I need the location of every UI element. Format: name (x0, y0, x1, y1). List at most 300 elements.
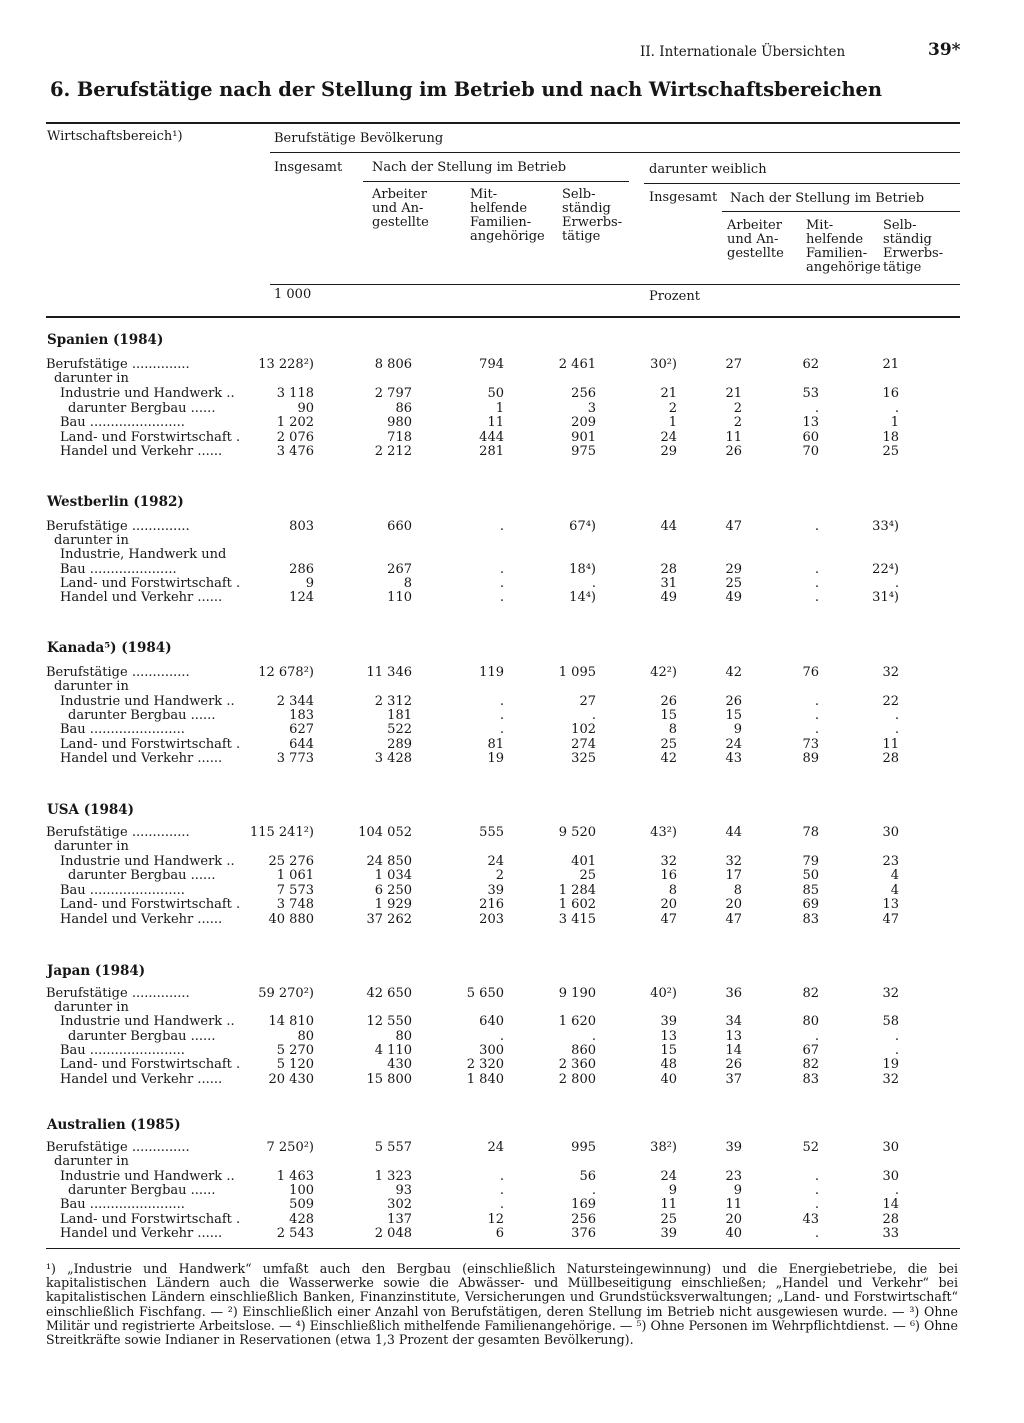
table-cell: 19 (882, 1057, 899, 1072)
table-cell: 33⁴) (872, 519, 899, 534)
table-cell: 43 (725, 751, 742, 766)
table-cell: 2 (733, 415, 742, 430)
table-cell: . (814, 1029, 819, 1044)
running-head: II. Internationale Übersichten (640, 44, 846, 60)
col-selbststaendig: Selb- ständig Erwerbs- tätige (562, 187, 623, 244)
rule-header-bottom (46, 316, 960, 318)
col-selbststaendig-weiblich: Selb- ständig Erwerbs- tätige (883, 218, 944, 275)
table-cell: . (814, 1226, 819, 1241)
table-cell: . (814, 1183, 819, 1198)
table-cell: 32 (882, 986, 899, 1001)
table-cell: 93 (395, 1183, 412, 1198)
table-cell: 1 034 (374, 868, 412, 883)
row-label: Land- und Forstwirtschaft . (60, 1212, 241, 1227)
table-row (0, 840, 1024, 854)
table-cell: 115 241²) (249, 825, 314, 840)
table-cell: 25 (660, 1212, 677, 1227)
row-label: Berufstätige .............. (46, 1140, 190, 1155)
col-insgesamt-weiblich: Insgesamt (649, 190, 718, 205)
table-cell: 376 (571, 1226, 596, 1241)
row-label: Industrie und Handwerk .. (60, 1014, 235, 1029)
table-cell: 102 (571, 722, 596, 737)
col-arbeiter: Arbeiter und An- gestellte (372, 187, 429, 230)
table-cell: 79 (802, 854, 819, 869)
table-cell: . (499, 1197, 504, 1212)
table-cell: 20 (725, 1212, 742, 1227)
table-cell: 995 (571, 1140, 596, 1155)
row-label: darunter in (54, 679, 129, 694)
row-label: Industrie und Handwerk .. (60, 1169, 235, 1184)
table-cell: 22 (882, 694, 899, 709)
table-cell: 13 (882, 897, 899, 912)
row-label: Bau ....................... (60, 415, 185, 430)
table-row (0, 1073, 1024, 1087)
row-label: Berufstätige .............. (46, 665, 190, 680)
table-cell: 15 (725, 708, 742, 723)
table-cell: 2 797 (374, 386, 412, 401)
table-row (0, 577, 1024, 591)
table-cell: 169 (571, 1197, 596, 1212)
table-cell: 3 415 (558, 912, 596, 927)
table-cell: 24 (725, 737, 742, 752)
row-label: Bau ....................... (60, 1043, 185, 1058)
table-cell: 2 (733, 401, 742, 416)
table-cell: 137 (387, 1212, 412, 1227)
table-cell: 6 (495, 1226, 504, 1241)
row-label: darunter Bergbau ...... (68, 708, 216, 723)
table-cell: 2 543 (276, 1226, 314, 1241)
table-cell: 1 463 (276, 1169, 314, 1184)
table-cell: . (894, 708, 899, 723)
table-cell: 15 800 (366, 1072, 412, 1087)
table-cell: 24 (660, 1169, 677, 1184)
table-cell: 794 (479, 357, 504, 372)
table-cell: 50 (802, 868, 819, 883)
table-cell: 209 (571, 415, 596, 430)
rule-under-bev (270, 152, 960, 153)
table-cell: . (499, 562, 504, 577)
table-cell: 37 (725, 1072, 742, 1087)
col-insgesamt: Insgesamt (274, 160, 343, 175)
table-cell: . (499, 519, 504, 534)
table-cell: 16 (660, 868, 677, 883)
table-cell: 4 110 (374, 1043, 412, 1058)
table-row (0, 1170, 1024, 1184)
table-cell: 2 461 (558, 357, 596, 372)
table-cell: 31 (660, 576, 677, 591)
table-cell: . (591, 1029, 596, 1044)
table-cell: 39 (660, 1226, 677, 1241)
table-cell: 26 (660, 694, 677, 709)
table-cell: 12 (487, 1212, 504, 1227)
table-cell: 15 (660, 1043, 677, 1058)
table-cell: 39 (660, 1014, 677, 1029)
col-mithelfende-weiblich: Mit- helfende Familien- angehörige (806, 218, 881, 275)
table-cell: 18 (882, 430, 899, 445)
table-cell: 83 (802, 1072, 819, 1087)
table-cell: 32 (660, 854, 677, 869)
table-row (0, 695, 1024, 709)
table-cell: 36 (725, 986, 742, 1001)
table-cell: 32 (725, 854, 742, 869)
row-label: Handel und Verkehr ...... (60, 590, 223, 605)
table-cell: 1 (890, 415, 899, 430)
table-cell: 44 (660, 519, 677, 534)
table-row (0, 1155, 1024, 1169)
table-cell: 289 (387, 737, 412, 752)
row-label: Berufstätige .............. (46, 825, 190, 840)
table-cell: 56 (579, 1169, 596, 1184)
table-cell: 110 (387, 590, 412, 605)
table-cell: . (499, 708, 504, 723)
table-cell: 2 320 (466, 1057, 504, 1072)
table-row (0, 987, 1024, 1001)
table-cell: 3 773 (276, 751, 314, 766)
table-cell: 34 (725, 1014, 742, 1029)
row-label: Handel und Verkehr ...... (60, 444, 223, 459)
table-row (0, 855, 1024, 869)
table-cell: 428 (289, 1212, 314, 1227)
table-row (0, 884, 1024, 898)
table-cell: 2 800 (558, 1072, 596, 1087)
row-label: Handel und Verkehr ...... (60, 1226, 223, 1241)
table-cell: 69 (802, 897, 819, 912)
table-cell: 5 270 (276, 1043, 314, 1058)
table-cell: 300 (479, 1043, 504, 1058)
table-cell: 80 (802, 1014, 819, 1029)
table-cell: 1 929 (374, 897, 412, 912)
table-cell: 281 (479, 444, 504, 459)
table-cell: . (894, 1043, 899, 1058)
table-cell: 29 (660, 444, 677, 459)
table-cell: . (814, 590, 819, 605)
table-cell: 9 (733, 722, 742, 737)
table-row (0, 548, 1024, 562)
table-cell: . (894, 401, 899, 416)
table-row (0, 372, 1024, 386)
table-cell: 1 095 (558, 665, 596, 680)
table-cell: 21 (725, 386, 742, 401)
table-cell: . (499, 590, 504, 605)
rule-under-stellung2 (722, 211, 960, 212)
table-cell: 40 880 (268, 912, 314, 927)
table-cell: 40 (725, 1226, 742, 1241)
table-cell: . (814, 708, 819, 723)
table-cell: 58 (882, 1014, 899, 1029)
row-label: Land- und Forstwirtschaft . (60, 897, 241, 912)
table-cell: 2 076 (276, 430, 314, 445)
row-label: darunter Bergbau ...... (68, 1183, 216, 1198)
rule-footnote (46, 1248, 960, 1249)
table-cell: 24 850 (366, 854, 412, 869)
row-label: darunter in (54, 839, 129, 854)
table-cell: 47 (725, 519, 742, 534)
table-cell: 104 052 (358, 825, 412, 840)
table-row (0, 1184, 1024, 1198)
table-cell: 40 (660, 1072, 677, 1087)
table-cell: 90 (297, 401, 314, 416)
section-title: Kanada⁵) (1984) (47, 640, 172, 656)
table-row (0, 723, 1024, 737)
table-row (0, 1001, 1024, 1015)
table-cell: . (894, 1183, 899, 1198)
table-cell: 24 (487, 1140, 504, 1155)
table-cell: 20 (660, 897, 677, 912)
table-cell: 30 (882, 1140, 899, 1155)
table-row (0, 416, 1024, 430)
table-cell: 48 (660, 1057, 677, 1072)
row-label: Bau ..................... (60, 562, 177, 577)
table-row (0, 1227, 1024, 1241)
table-cell: 11 (660, 1197, 677, 1212)
table-cell: 27 (725, 357, 742, 372)
table-cell: 26 (725, 444, 742, 459)
table-cell: 19 (487, 751, 504, 766)
table-cell: 14 (725, 1043, 742, 1058)
table-cell: 49 (660, 590, 677, 605)
row-label: Berufstätige .............. (46, 986, 190, 1001)
table-cell: 49 (725, 590, 742, 605)
table-cell: 76 (802, 665, 819, 680)
table-cell: 23 (882, 854, 899, 869)
table-cell: 8 (403, 576, 412, 591)
table-cell: 78 (802, 825, 819, 840)
table-cell: 14⁴) (569, 590, 596, 605)
table-cell: 18⁴) (569, 562, 596, 577)
table-cell: 21 (660, 386, 677, 401)
table-cell: 43²) (650, 825, 677, 840)
table-cell: 43 (802, 1212, 819, 1227)
table-cell: . (499, 576, 504, 591)
table-cell: 183 (289, 708, 314, 723)
table-cell: 555 (479, 825, 504, 840)
table-cell: 2 (495, 868, 504, 883)
table-cell: 2 312 (374, 694, 412, 709)
table-cell: 42²) (650, 665, 677, 680)
table-row (0, 1213, 1024, 1227)
table-cell: 644 (289, 737, 314, 752)
table-cell: 8 806 (374, 357, 412, 372)
row-label: Land- und Forstwirtschaft . (60, 737, 241, 752)
table-cell: 15 (660, 708, 677, 723)
section-title: Japan (1984) (47, 963, 146, 979)
table-cell: . (499, 694, 504, 709)
table-cell: 14 (882, 1197, 899, 1212)
table-cell: 12 678²) (258, 665, 314, 680)
table-cell: 216 (479, 897, 504, 912)
rule-under-weiblich (644, 183, 960, 184)
col-darunter-weiblich: darunter weiblich (649, 162, 767, 177)
row-label: darunter Bergbau ...... (68, 1029, 216, 1044)
section-title: Spanien (1984) (47, 332, 164, 348)
table-cell: . (814, 576, 819, 591)
table-cell: 70 (802, 444, 819, 459)
row-label: Land- und Forstwirtschaft . (60, 430, 241, 445)
section-title: Westberlin (1982) (47, 494, 184, 510)
table-cell: 3 476 (276, 444, 314, 459)
table-cell: 80 (297, 1029, 314, 1044)
table-cell: 38²) (650, 1140, 677, 1155)
table-cell: 82 (802, 1057, 819, 1072)
table-cell: 25 (725, 576, 742, 591)
table-cell: 53 (802, 386, 819, 401)
table-cell: 100 (289, 1183, 314, 1198)
section-title: USA (1984) (47, 802, 135, 818)
table-cell: . (814, 562, 819, 577)
table-row (0, 869, 1024, 883)
table-cell: 24 (660, 430, 677, 445)
table-row (0, 534, 1024, 548)
table-cell: 67 (802, 1043, 819, 1058)
table-cell: . (894, 722, 899, 737)
table-cell: 73 (802, 737, 819, 752)
table-cell: 119 (479, 665, 504, 680)
table-cell: 28 (882, 751, 899, 766)
table-cell: 13 (725, 1029, 742, 1044)
table-cell: 8 (668, 883, 677, 898)
table-cell: 83 (802, 912, 819, 927)
table-cell: . (499, 1169, 504, 1184)
table-cell: 256 (571, 386, 596, 401)
table-cell: . (499, 1029, 504, 1044)
row-label: darunter in (54, 533, 129, 548)
table-cell: 9 190 (558, 986, 596, 1001)
col-nach-stellung-weiblich: Nach der Stellung im Betrieb (730, 191, 925, 206)
table-cell: 32 (882, 665, 899, 680)
table-cell: 8 (668, 722, 677, 737)
row-label: Land- und Forstwirtschaft . (60, 1057, 241, 1072)
table-cell: 37 262 (366, 912, 412, 927)
table-cell: 2 048 (374, 1226, 412, 1241)
table-cell: 42 (725, 665, 742, 680)
table-cell: 302 (387, 1197, 412, 1212)
table-row (0, 826, 1024, 840)
table-cell: 25 (660, 737, 677, 752)
table-cell: 82 (802, 986, 819, 1001)
table-cell: 28 (660, 562, 677, 577)
table-cell: 286 (289, 562, 314, 577)
table-cell: 62 (802, 357, 819, 372)
table-cell: 2 (668, 401, 677, 416)
table-row (0, 1030, 1024, 1044)
row-label: Bau ....................... (60, 883, 185, 898)
table-cell: . (814, 722, 819, 737)
table-cell: 44 (725, 825, 742, 840)
table-row (0, 738, 1024, 752)
table-cell: 86 (395, 401, 412, 416)
footnote-text: ¹) „Industrie und Handwerk“ umfaßt auch den Bergbau (einschließlich Natursteingewinnung) und die Energiebetriebe, die bei kapitalistischen Ländern auch die Wasserwerke sowie die Abwässer- und Müllbeseitigung einschließen; „Handel und Verkehr“ bei kapitalistischen Ländern einschließlich Banken, Finanzinstitute, Versicherungen und Grundstücksverwaltungen; „Land- und Forstwirtschaft“ einschließlich Fischfang. — ²) Einschließlich einer Anzahl von Berufstätigen, deren Stellung im Betrieb nicht ausgewiesen wurde. — ³) Ohne Militär und registrierte Arbeitslose. — ⁴) Einschließlich mithelfende Familienangehörige. — ⁵) Ohne Personen im Wehrpflichtdienst. — ⁶) Ohne Streitkräfte sowie Indianer in Reservationen (etwa 1,3 Prozent der gesamten Bevölkerung). (46, 1261, 958, 1348)
table-cell: 1 (668, 415, 677, 430)
row-label: Handel und Verkehr ...... (60, 1072, 223, 1087)
table-cell: 26 (725, 1057, 742, 1072)
table-row (0, 387, 1024, 401)
table-cell: 30 (882, 825, 899, 840)
table-cell: 7 573 (276, 883, 314, 898)
table-cell: 14 810 (268, 1014, 314, 1029)
table-cell: 5 650 (466, 986, 504, 1001)
table-cell: 509 (289, 1197, 314, 1212)
table-row (0, 680, 1024, 694)
table-cell: 12 550 (366, 1014, 412, 1029)
table-cell: 60 (802, 430, 819, 445)
table-cell: 444 (479, 430, 504, 445)
table-cell: 860 (571, 1043, 596, 1058)
table-cell: 9 (733, 1183, 742, 1198)
table-cell: 4 (890, 868, 899, 883)
row-label: Handel und Verkehr ...... (60, 912, 223, 927)
table-cell: 901 (571, 430, 596, 445)
table-cell: . (894, 1029, 899, 1044)
row-label: Industrie, Handwerk und (60, 547, 227, 562)
table-cell: . (814, 519, 819, 534)
table-cell: 3 428 (374, 751, 412, 766)
table-cell: . (499, 722, 504, 737)
unit-thousand: 1 000 (274, 287, 312, 302)
table-row (0, 1141, 1024, 1155)
table-cell: 13 (660, 1029, 677, 1044)
table-row (0, 666, 1024, 680)
row-label: Bau ....................... (60, 1197, 185, 1212)
table-cell: 85 (802, 883, 819, 898)
table-cell: 47 (725, 912, 742, 927)
section-title: Australien (1985) (47, 1117, 181, 1133)
table-row (0, 1015, 1024, 1029)
unit-percent: Prozent (649, 289, 700, 304)
table-cell: 26 (725, 694, 742, 709)
table-cell: 32 (882, 1072, 899, 1087)
table-row (0, 431, 1024, 445)
row-label: darunter in (54, 1000, 129, 1015)
table-cell: 401 (571, 854, 596, 869)
table-cell: 718 (387, 430, 412, 445)
row-label: darunter in (54, 1154, 129, 1169)
row-label: Handel und Verkehr ...... (60, 751, 223, 766)
table-cell: 33 (882, 1226, 899, 1241)
table-cell: 7 250²) (266, 1140, 314, 1155)
table-cell: 11 (487, 415, 504, 430)
table-cell: 1 061 (276, 868, 314, 883)
table-cell: 4 (890, 883, 899, 898)
page-number: 39* (928, 40, 961, 60)
table-cell: . (591, 708, 596, 723)
table-row (0, 445, 1024, 459)
table-cell: 25 (882, 444, 899, 459)
table-cell: 31⁴) (872, 590, 899, 605)
table-cell: 325 (571, 751, 596, 766)
table-cell: . (814, 1169, 819, 1184)
row-label: Berufstätige .............. (46, 519, 190, 534)
row-label: Industrie und Handwerk .. (60, 386, 235, 401)
table-cell: 23 (725, 1169, 742, 1184)
table-cell: 52 (802, 1140, 819, 1155)
table-row (0, 1198, 1024, 1212)
rule-under-stellung (363, 181, 629, 182)
row-label: darunter Bergbau ...... (68, 401, 216, 416)
table-cell: 47 (660, 912, 677, 927)
table-cell: 1 323 (374, 1169, 412, 1184)
table-cell: 1 284 (558, 883, 596, 898)
table-cell: . (814, 694, 819, 709)
table-cell: 1 840 (466, 1072, 504, 1087)
footnotes (46, 1262, 958, 1347)
table-cell: . (591, 576, 596, 591)
table-row (0, 402, 1024, 416)
table-cell: 89 (802, 751, 819, 766)
table-cell: 181 (387, 708, 412, 723)
table-row (0, 913, 1024, 927)
table-row (0, 752, 1024, 766)
table-cell: 25 (579, 868, 596, 883)
